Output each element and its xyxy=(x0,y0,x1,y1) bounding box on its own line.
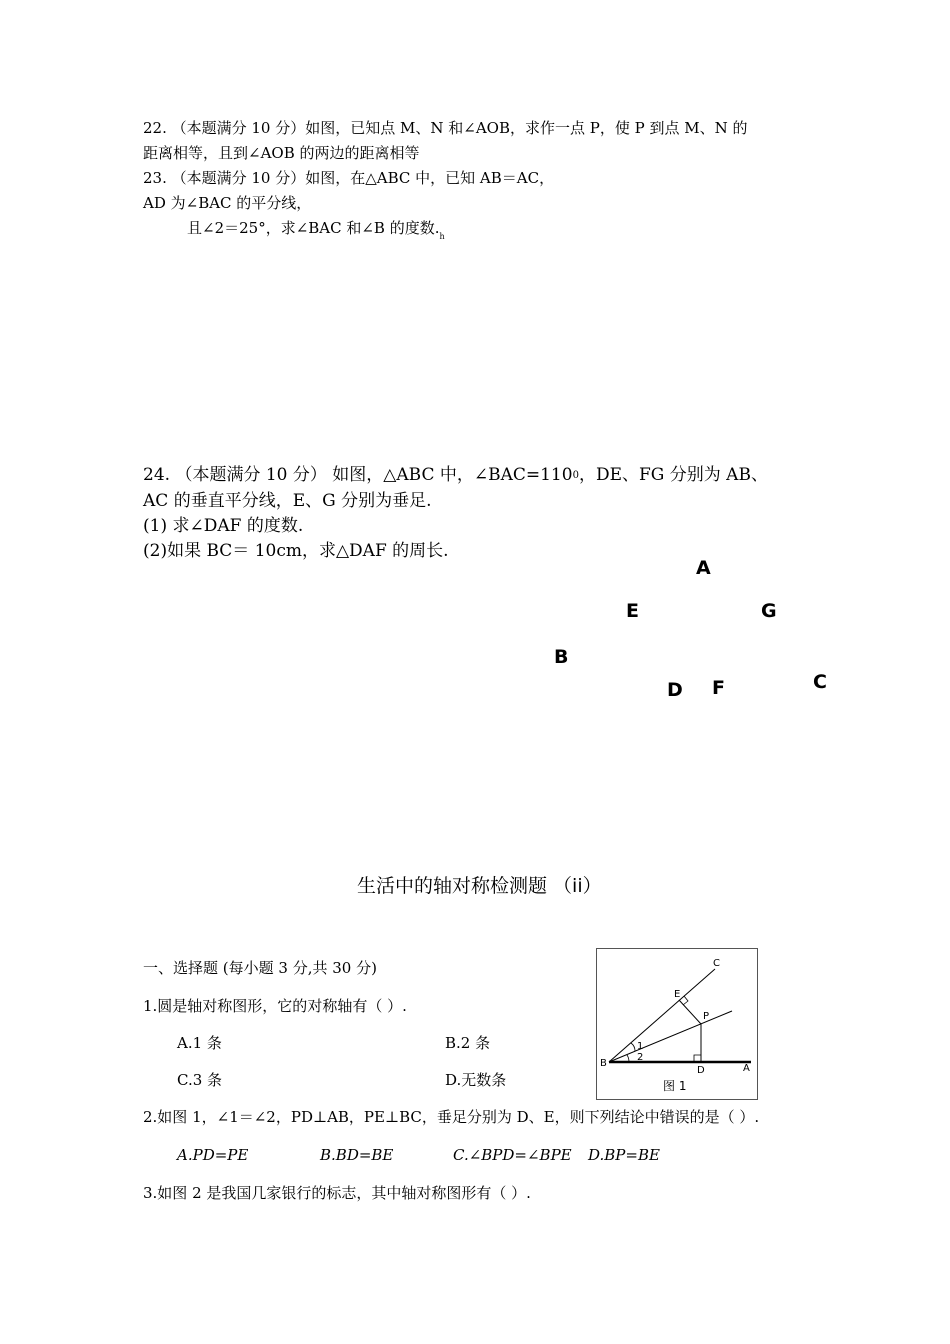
fig1-label-c: C xyxy=(713,958,720,969)
q2-stem: 2.如图 1，∠1＝∠2，PD⊥AB，PE⊥BC，垂足分别为 D、E，则下列结论中错误的是（ ）. xyxy=(143,1108,760,1126)
q2-option-d: D.BP=BE xyxy=(588,1146,660,1164)
q24-part2: (2)如果 BC＝ 10cm，求△DAF 的周长. xyxy=(143,541,449,561)
q23-line3-text: 且∠2＝25°，求∠BAC 和∠B 的度数. xyxy=(187,219,440,237)
part1-heading: 一、选择题 (每小题 3 分,共 30 分) xyxy=(143,959,377,977)
q24-label-a: A xyxy=(696,557,711,579)
q24-label-e: E xyxy=(626,600,639,622)
segment-pe xyxy=(679,1000,701,1024)
q1-option-c: C.3 条 xyxy=(177,1071,223,1089)
q3-stem: 3.如图 2 是我国几家银行的标志，其中轴对称图形有（ ）. xyxy=(143,1184,531,1202)
angle-arc-1 xyxy=(631,1043,635,1051)
q22-line1: 22. （本题满分 10 分）如图，已知点 M、N 和∠AOB，求作一点 P，使 P 到点 M、N 的 xyxy=(143,119,748,137)
q22-line2: 距离相等，且到∠AOB 的两边的距离相等 xyxy=(143,144,420,162)
q23-line2: AD 为∠BAC 的平分线， xyxy=(143,194,312,212)
section-title: 生活中的轴对称检测题 （ii） xyxy=(357,875,602,897)
figure-1 xyxy=(596,948,758,1100)
q24-label-b: B xyxy=(554,646,569,668)
fig1-label-d: D xyxy=(697,1065,705,1076)
q23-tiny-mark: h xyxy=(439,232,445,241)
q24-part1: (1) 求∠DAF 的度数. xyxy=(143,516,304,536)
q24-label-g: G xyxy=(761,600,777,622)
q24-label-c: C xyxy=(813,671,827,693)
fig1-caption: 图 1 xyxy=(663,1079,687,1093)
right-angle-e xyxy=(683,996,688,1005)
q2-option-c: C.∠BPD=∠BPE xyxy=(453,1146,572,1164)
fig1-label-p: P xyxy=(703,1011,710,1022)
ray-bc xyxy=(609,969,715,1062)
q24-line2: AC 的垂直平分线，E、G 分别为垂足. xyxy=(143,491,432,511)
q1-option-d: D.无数条 xyxy=(445,1071,507,1089)
figure-1-diagram xyxy=(597,949,757,1099)
q24-label-d: D xyxy=(667,679,683,701)
q2-option-a: A.PD=PE xyxy=(177,1146,249,1164)
fig1-angle-2: 2 xyxy=(637,1052,644,1063)
fig1-label-b: B xyxy=(600,1058,607,1069)
fig1-label-a: A xyxy=(743,1063,750,1074)
q24-line1 xyxy=(143,463,768,488)
fig1-angle-1: 1 xyxy=(637,1041,644,1052)
q24-label-f: F xyxy=(712,677,725,699)
q1-option-b: B.2 条 xyxy=(445,1034,491,1052)
q23-line3 xyxy=(187,218,445,247)
q1-stem: 1.圆是轴对称图形，它的对称轴有（ ）. xyxy=(143,997,407,1015)
q23-line1: 23. （本题满分 10 分）如图，在△ABC 中，已知 AB＝AC， xyxy=(143,169,555,187)
ray-bp xyxy=(609,1011,732,1062)
q2-option-b: B.BD=BE xyxy=(320,1146,394,1164)
q1-option-a: A.1 条 xyxy=(177,1034,222,1052)
fig1-label-e: E xyxy=(674,989,681,1000)
q24-degree: 0 xyxy=(572,470,579,481)
q24-line1-text: 24. （本题满分 10 分） 如图，△ABC 中，∠BAC=110 xyxy=(143,465,573,485)
q24-line1b-text: ，DE、FG 分别为 AB、 xyxy=(578,465,768,485)
